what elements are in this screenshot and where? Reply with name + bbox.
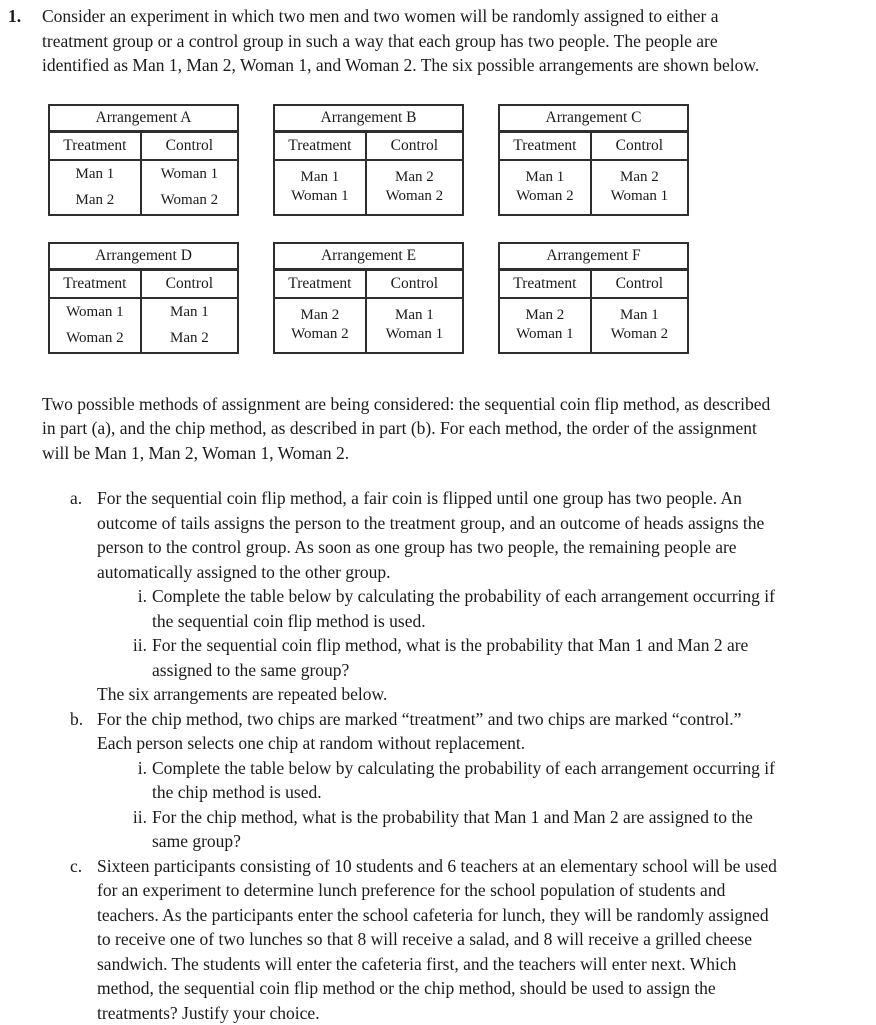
person-name: Man 1 (500, 168, 590, 187)
treatment-header: Treatment (50, 133, 140, 159)
person-name: Man 2 (275, 306, 365, 325)
control-header: Control (365, 271, 462, 297)
text-line: sandwich. The students will enter the cafeteria first, and the teachers will enter next. Which (97, 952, 870, 977)
part-note: The six arrangements are repeated below. (97, 682, 870, 707)
person-name: Woman 1 (275, 187, 365, 206)
text-line: outcome of tails assigns the person to the treatment group, and an outcome of heads assigns the (97, 511, 870, 536)
person-name: Man 1 (50, 161, 140, 187)
control-cell (365, 161, 462, 214)
treatment-cell (275, 299, 365, 352)
control-cell (140, 299, 237, 352)
text-line: to receive one of two lunches so that 8 will receive a salad, and 8 will receive a grilled cheese (97, 927, 870, 952)
arrangement-body (275, 161, 462, 214)
arrangement-body (500, 161, 687, 214)
question-number: 1. (8, 4, 42, 78)
arrangement-header-row (500, 133, 687, 161)
person-name: Woman 1 (142, 161, 237, 187)
person-name: Man 2 (367, 168, 462, 187)
arrangement-title: Arrangement E (275, 244, 462, 271)
person-name: Woman 1 (500, 325, 590, 344)
person-name: Man 2 (50, 187, 140, 213)
arrangement-table (48, 104, 239, 216)
arrangement-body (500, 299, 687, 352)
question-intro (8, 4, 870, 78)
roman-label: i. (127, 756, 147, 805)
arrangement-header-row (500, 271, 687, 299)
part-label: b. (70, 707, 97, 854)
roman-item (127, 756, 870, 805)
arrangement-table (273, 104, 464, 216)
treatment-cell (50, 299, 140, 352)
text-line: treatments? Justify your choice. (97, 1001, 870, 1025)
text-line: automatically assigned to the other group. (97, 560, 870, 585)
arrangement-header-row (275, 271, 462, 299)
roman-body (152, 584, 870, 633)
text-line: assigned to the same group? (152, 658, 870, 683)
arrangement-table (273, 242, 464, 354)
text-line: teachers. As the participants enter the school cafeteria for lunch, they will be randomly assigned (97, 903, 870, 928)
treatment-cell (500, 161, 590, 214)
person-name: Woman 2 (500, 187, 590, 206)
roman-label: ii. (127, 633, 147, 682)
text-line: same group? (152, 829, 870, 854)
treatment-header: Treatment (500, 271, 590, 297)
person-name: Woman 1 (592, 187, 687, 206)
person-name: Man 2 (500, 306, 590, 325)
text-line: identified as Man 1, Man 2, Woman 1, and Woman 2. The six possible arrangements are shown below. (42, 53, 759, 78)
control-cell (590, 299, 687, 352)
question-parts (70, 486, 870, 1025)
text-line: treatment group or a control group in such a way that each group has two people. The people are (42, 29, 759, 54)
part-label: a. (70, 486, 97, 707)
control-cell (365, 299, 462, 352)
arrangement-table (48, 242, 239, 354)
person-name: Man 2 (592, 168, 687, 187)
text-line: Complete the table below by calculating the probability of each arrangement occurring if (152, 756, 870, 781)
part-body (97, 486, 870, 707)
control-header: Control (140, 133, 237, 159)
text-line: Consider an experiment in which two men and two women will be randomly assigned to either a (42, 4, 759, 29)
roman-item (127, 633, 870, 682)
question-part (70, 707, 870, 854)
question-part (70, 486, 870, 707)
text-line: in part (a), and the chip method, as described in part (b). For each method, the order of the assignment (42, 416, 870, 441)
person-name: Man 1 (275, 168, 365, 187)
text-line: will be Man 1, Man 2, Woman 1, Woman 2. (42, 441, 870, 466)
roman-body (152, 805, 870, 854)
person-name: Woman 2 (592, 325, 687, 344)
control-header: Control (365, 133, 462, 159)
treatment-header: Treatment (275, 133, 365, 159)
text-line: For the sequential coin flip method, a fair coin is flipped until one group has two people. An (97, 486, 870, 511)
person-name: Man 2 (142, 325, 237, 351)
roman-body (152, 756, 870, 805)
arrangement-title: Arrangement C (500, 106, 687, 133)
treatment-header: Treatment (50, 271, 140, 297)
treatment-cell (500, 299, 590, 352)
arrangement-header-row (50, 271, 237, 299)
roman-item (127, 805, 870, 854)
control-header: Control (590, 271, 687, 297)
text-line: the chip method is used. (152, 780, 870, 805)
arrangement-body (50, 161, 237, 214)
roman-item (127, 584, 870, 633)
tables-row (48, 242, 870, 354)
control-cell (590, 161, 687, 214)
control-header: Control (140, 271, 237, 297)
arrangement-header-row (50, 133, 237, 161)
text-line: the sequential coin flip method is used. (152, 609, 870, 634)
control-cell (140, 161, 237, 214)
roman-body (152, 633, 870, 682)
text-line: For the chip method, two chips are marked “treatment” and two chips are marked “control.” (97, 707, 870, 732)
question-intro-text (42, 4, 759, 78)
arrangement-title: Arrangement B (275, 106, 462, 133)
treatment-cell (50, 161, 140, 214)
control-header: Control (590, 133, 687, 159)
text-line: For the chip method, what is the probability that Man 1 and Man 2 are assigned to the (152, 805, 870, 830)
part-body (97, 707, 870, 854)
person-name: Woman 2 (367, 187, 462, 206)
person-name: Woman 1 (50, 299, 140, 325)
text-line: Each person selects one chip at random without replacement. (97, 731, 870, 756)
arrangement-header-row (275, 133, 462, 161)
methods-paragraph (42, 392, 870, 466)
text-line: person to the control group. As soon as one group has two people, the remaining people are (97, 535, 870, 560)
question-part (70, 854, 870, 1025)
person-name: Woman 1 (367, 325, 462, 344)
part-label: c. (70, 854, 97, 1025)
treatment-header: Treatment (275, 271, 365, 297)
arrangement-table (498, 104, 689, 216)
roman-label: ii. (127, 805, 147, 854)
text-line: method, the sequential coin flip method or the chip method, should be used to assign the (97, 976, 870, 1001)
roman-label: i. (127, 584, 147, 633)
arrangement-title: Arrangement F (500, 244, 687, 271)
arrangement-table (498, 242, 689, 354)
arrangement-title: Arrangement A (50, 106, 237, 133)
arrangement-tables (48, 104, 870, 354)
person-name: Woman 2 (275, 325, 365, 344)
tables-row (48, 104, 870, 216)
text-line: For the sequential coin flip method, what is the probability that Man 1 and Man 2 are (152, 633, 870, 658)
person-name: Woman 2 (50, 325, 140, 351)
text-line: for an experiment to determine lunch preference for the school population of students and (97, 878, 870, 903)
arrangement-body (275, 299, 462, 352)
person-name: Man 1 (367, 306, 462, 325)
text-line: Complete the table below by calculating the probability of each arrangement occurring if (152, 584, 870, 609)
person-name: Man 1 (142, 299, 237, 325)
person-name: Woman 2 (142, 187, 237, 213)
treatment-header: Treatment (500, 133, 590, 159)
arrangement-title: Arrangement D (50, 244, 237, 271)
text-line: Two possible methods of assignment are being considered: the sequential coin flip method, as described (42, 392, 870, 417)
treatment-cell (275, 161, 365, 214)
part-body (97, 854, 870, 1025)
text-line: Sixteen participants consisting of 10 students and 6 teachers at an elementary school will be used (97, 854, 870, 879)
arrangement-body (50, 299, 237, 352)
person-name: Man 1 (592, 306, 687, 325)
